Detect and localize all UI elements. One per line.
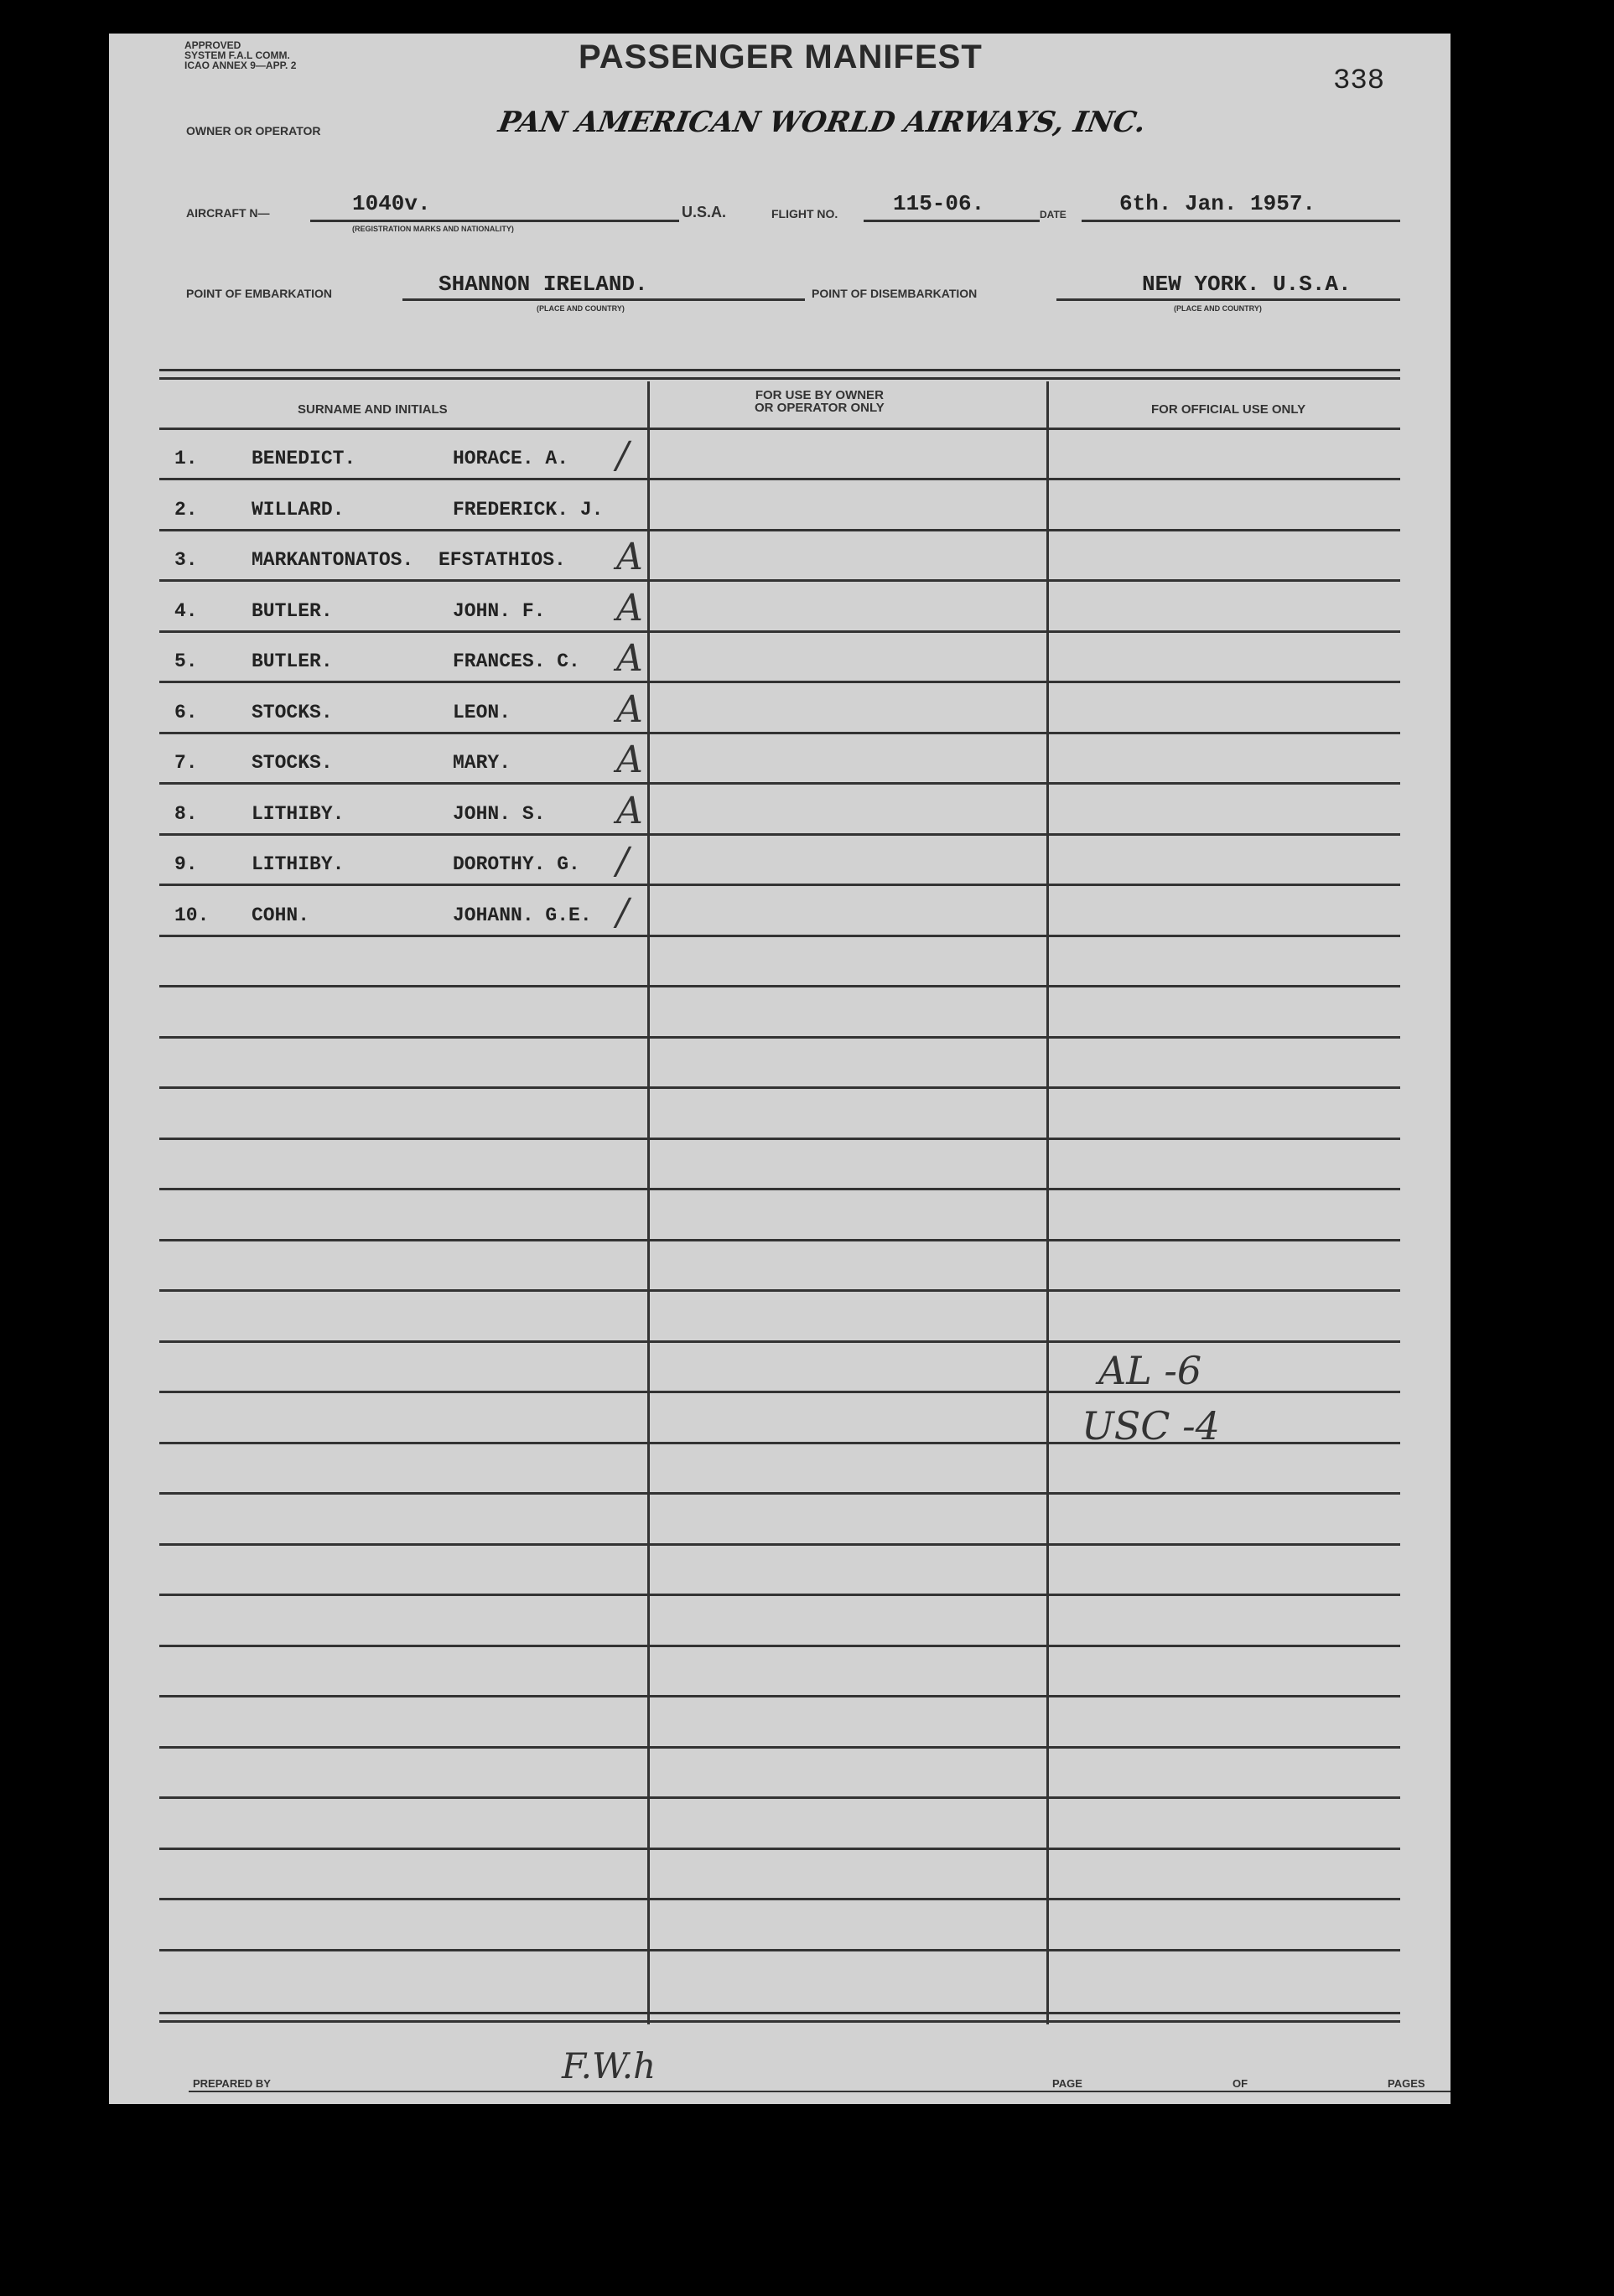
registration-note: (REGISTRATION MARKS AND NATIONALITY) [352, 225, 514, 233]
passenger-given-name: FRANCES. C. [453, 650, 580, 672]
passenger-surname: BENEDICT. [252, 448, 356, 469]
passenger-mark: A [616, 536, 643, 578]
passenger-mark: A [616, 637, 643, 680]
passenger-given-name: EFSTATHIOS. [439, 549, 566, 571]
page-label: PAGE [1052, 2077, 1082, 2090]
usa-label: U.S.A. [682, 204, 727, 220]
row-rule [159, 1138, 1400, 1140]
passenger-given-name: DOROTHY. G. [453, 853, 580, 875]
row-rule [159, 1391, 1400, 1393]
footer-rule [189, 2091, 1451, 2092]
approval-line: APPROVED [184, 39, 241, 51]
embark-note: (PLACE AND COUNTRY) [537, 304, 625, 313]
manifest-form [109, 34, 1451, 2104]
row-rule [159, 1746, 1400, 1749]
passenger-number: 1. [174, 448, 198, 469]
passenger-given-name: JOHN. S. [453, 802, 546, 825]
passenger-given-name: HORACE. A. [453, 448, 569, 469]
embark-value: SHANNON IRELAND. [439, 272, 648, 297]
pages-label: PAGES [1388, 2077, 1425, 2090]
disembark-note: (PLACE AND COUNTRY) [1174, 304, 1262, 313]
disembark-label: POINT OF DISEMBARKATION [812, 287, 978, 300]
operator-name: PAN AMERICAN WORLD AIRWAYS, INC. [496, 106, 1149, 139]
row-rule [159, 529, 1400, 531]
row-rule [159, 935, 1400, 937]
row-rule [159, 1086, 1400, 1089]
disembark-value: NEW YORK. U.S.A. [1142, 272, 1352, 297]
col-owner-header-line: FOR USE BY OWNER [755, 388, 884, 402]
passenger-surname: BUTLER. [252, 599, 333, 622]
embark-label: POINT OF EMBARKATION [186, 287, 332, 300]
col-owner-header-line: OR OPERATOR ONLY [755, 401, 885, 415]
date-label: DATE [1040, 209, 1066, 220]
signature: F.W.h [562, 2045, 656, 2086]
row-rule [159, 1340, 1400, 1343]
disembark-underline [1056, 298, 1400, 301]
passenger-surname: COHN. [252, 904, 310, 926]
passenger-number: 8. [174, 802, 198, 825]
page-title: PASSENGER MANIFEST [579, 39, 983, 75]
passenger-surname: LITHIBY. [252, 853, 345, 875]
row-rule [159, 1188, 1400, 1190]
passenger-surname: LITHIBY. [252, 802, 345, 825]
row-rule [159, 1695, 1400, 1697]
col-official-header: FOR OFFICIAL USE ONLY [1151, 402, 1306, 417]
table-top-rule [159, 377, 1400, 380]
passenger-surname: STOCKS. [252, 752, 333, 774]
approval-note [184, 40, 296, 70]
aircraft-value: 1040v. [352, 191, 431, 216]
passenger-mark: / [616, 840, 629, 883]
row-rule [159, 782, 1400, 785]
flight-number: 115-06. [893, 191, 985, 216]
passenger-mark: A [616, 789, 643, 832]
col-divider [647, 381, 650, 2024]
row-rule [159, 1594, 1400, 1596]
col-divider [1046, 381, 1049, 2024]
row-rule [159, 1036, 1400, 1039]
flight-underline [864, 220, 1040, 222]
approval-line: SYSTEM F.A.L COMM. [184, 49, 290, 61]
official-note: AL -6 [1098, 1348, 1202, 1393]
passenger-surname: STOCKS. [252, 701, 333, 723]
passenger-mark: A [616, 687, 643, 731]
col-names-header: SURNAME AND INITIALS [298, 402, 448, 417]
row-rule [159, 884, 1400, 886]
passenger-surname: MARKANTONATOS. [252, 549, 414, 571]
date-value: 6th. Jan. 1957. [1119, 191, 1316, 216]
passenger-mark: A [616, 739, 643, 781]
date-underline [1082, 220, 1400, 222]
embark-underline [402, 298, 805, 301]
passenger-given-name: FREDERICK. J. [453, 498, 604, 521]
row-rule [159, 833, 1400, 836]
row-rule [159, 1239, 1400, 1241]
passenger-given-name: JOHN. F. [453, 599, 546, 622]
passenger-mark: A [616, 586, 643, 630]
prepared-label: PREPARED BY [193, 2077, 271, 2090]
row-rule [159, 1645, 1400, 1647]
passenger-surname: WILLARD. [252, 498, 345, 521]
official-note: USC -4 [1082, 1403, 1220, 1449]
passenger-number: 3. [174, 549, 198, 571]
passenger-surname: BUTLER. [252, 650, 333, 672]
of-label: OF [1233, 2077, 1248, 2090]
approval-line: ICAO ANNEX 9—APP. 2 [184, 60, 297, 71]
passenger-given-name: LEON. [453, 701, 511, 723]
page-number: 338 [1333, 65, 1385, 97]
row-rule [159, 579, 1400, 582]
header-rule [159, 428, 1400, 430]
table-top-rule [159, 369, 1400, 371]
passenger-number: 2. [174, 498, 198, 521]
passenger-number: 10. [174, 904, 210, 926]
passenger-number: 4. [174, 599, 198, 622]
col-owner-header [755, 389, 885, 414]
owner-label: OWNER OR OPERATOR [186, 124, 321, 137]
row-rule [159, 1848, 1400, 1850]
row-rule [159, 478, 1400, 480]
row-rule [159, 1492, 1400, 1495]
passenger-number: 7. [174, 752, 198, 774]
table-bottom-rule [159, 2020, 1400, 2023]
row-rule [159, 1796, 1400, 1799]
passenger-number: 9. [174, 853, 198, 875]
row-rule [159, 1289, 1400, 1292]
passenger-given-name: MARY. [453, 752, 511, 774]
passenger-mark: / [616, 434, 629, 477]
aircraft-label: AIRCRAFT N— [186, 206, 270, 220]
passenger-number: 5. [174, 650, 198, 672]
row-rule [159, 732, 1400, 734]
row-rule [159, 630, 1400, 633]
flight-label: FLIGHT NO. [771, 207, 838, 220]
aircraft-underline [310, 220, 679, 222]
table-bottom-rule [159, 2012, 1400, 2014]
row-rule [159, 1949, 1400, 1951]
row-rule [159, 1898, 1400, 1900]
passenger-mark: / [616, 890, 629, 934]
passenger-number: 6. [174, 701, 198, 723]
row-rule [159, 985, 1400, 987]
row-rule [159, 681, 1400, 683]
passenger-given-name: JOHANN. G.E. [453, 904, 592, 926]
row-rule [159, 1543, 1400, 1546]
